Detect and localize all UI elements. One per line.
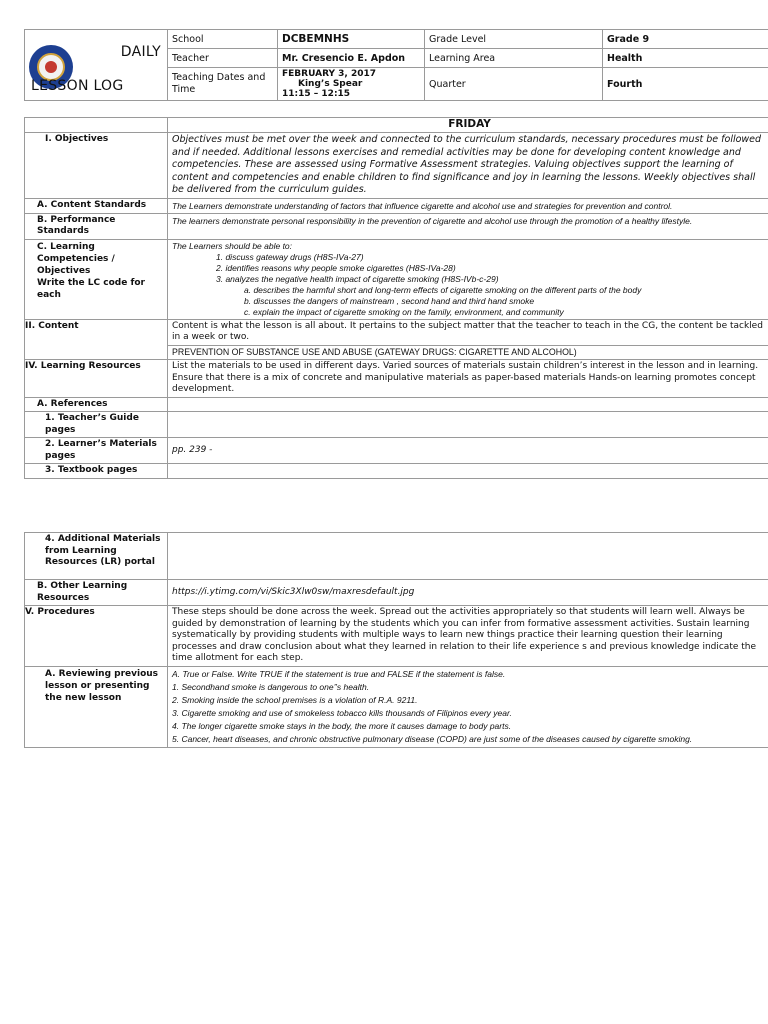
review-line: A. True or False. Write TRUE if the statement is true and FALSE if the statement is false. bbox=[172, 668, 506, 679]
quarter-value: Fourth bbox=[603, 68, 768, 101]
dates-line2: King’s Spear bbox=[298, 79, 363, 89]
competency-subitem: b. discusses the dangers of mainstream , second hand and third hand smoke bbox=[244, 295, 535, 306]
competency-subitem: c. explain the impact of cigarette smoking on the family, environment, and community bbox=[244, 306, 564, 317]
grade-value: Grade 9 bbox=[603, 30, 768, 49]
lesson-table-page1 bbox=[24, 117, 768, 479]
title-daily: DAILY bbox=[120, 44, 161, 60]
performance-standards-label: B. Performance Standards bbox=[25, 213, 168, 239]
dates-value bbox=[278, 68, 425, 101]
header-table bbox=[24, 29, 768, 101]
references-label: A. References bbox=[25, 397, 168, 412]
learners-materials-value: pp. 239 - bbox=[168, 438, 768, 464]
quarter-label: Quarter bbox=[425, 68, 603, 101]
lesson-table-page2 bbox=[24, 532, 768, 748]
competencies-text bbox=[168, 239, 768, 319]
competencies-label-line2: Write the LC code for each bbox=[37, 277, 145, 300]
dates-line3: 11:15 – 12:15 bbox=[282, 89, 351, 99]
additional-materials-value bbox=[168, 533, 768, 580]
review-lesson-text bbox=[168, 666, 768, 747]
content-text: Content is what the lesson is all about. It pertains to the subject matter that the teacher to teach in the CG, the content be tackled in a week or two. bbox=[168, 319, 768, 345]
dates-line1: FEBRUARY 3, 2017 bbox=[282, 69, 377, 79]
review-line: 4. The longer cigarette smoke stays in the body, the more it causes damage to body parts. bbox=[172, 720, 512, 731]
grade-label: Grade Level bbox=[425, 30, 603, 49]
review-line: 1. Secondhand smoke is dangerous to one’’s health. bbox=[172, 681, 370, 692]
competency-item: 1. discuss gateway drugs (H8S-IVa-27) bbox=[216, 251, 364, 262]
review-line: 3. Cigarette smoking and use of smokeless tobacco kills thousands of Filipinos every year. bbox=[172, 707, 512, 718]
competencies-label bbox=[25, 239, 168, 319]
additional-materials-label: 4. Additional Materials from Learning Resources (LR) portal bbox=[25, 533, 168, 580]
objectives-label: I. Objectives bbox=[25, 133, 168, 199]
teacher-label: Teacher bbox=[168, 49, 278, 68]
area-value: Health bbox=[603, 49, 768, 68]
competencies-label-line1: C. Learning Competencies / Objectives bbox=[37, 241, 115, 276]
day-heading: FRIDAY bbox=[168, 118, 768, 133]
resources-text: List the materials to be used in different days. Varied sources of materials sustain children’s interest in the lesson and in learning. Ensure that there is a mix of concrete and manipulative materials as paper-based materials Hands-on learning promotes concept development. bbox=[168, 360, 768, 398]
content-standards-text: The Learners demonstrate understanding of factors that influence cigarette and alcohol use and strategies for prevention and control. bbox=[168, 198, 768, 213]
content-label: II. Content bbox=[25, 319, 168, 360]
dates-label: Teaching Dates and Time bbox=[168, 68, 278, 101]
teachers-guide-label: 1. Teacher’s Guide pages bbox=[25, 412, 168, 438]
teacher-value: Mr. Cresencio E. Apdon bbox=[278, 49, 425, 68]
objectives-text: Objectives must be met over the week and connected to the curriculum standards, necessary procedures must be followed and if needed. Additional lessons exercises and remedial activities may be done for developing content knowledge and competencies. These are assessed using Formative Assessment strategies. Valuing objectives support the learning of content and competencies and enable children to find significance and joy in learning the lessons. Weekly objectives shall be delivered from the curriculum guides. bbox=[168, 133, 768, 199]
content-topic: PREVENTION OF SUBSTANCE USE AND ABUSE (GATEWAY DRUGS: CIGARETTE AND ALCOHOL) bbox=[168, 345, 768, 360]
competencies-intro: The Learners should be able to: bbox=[172, 240, 293, 251]
teachers-guide-value bbox=[168, 412, 768, 438]
resources-label: IV. Learning Resources bbox=[25, 360, 168, 398]
competency-subitem: a. describes the harmful short and long-term effects of cigarette smoking on the different parts of the body bbox=[244, 284, 642, 295]
textbook-label: 3. Textbook pages bbox=[25, 464, 168, 479]
other-resources-link[interactable]: https://i.ytimg.com/vi/Skic3Xlw0sw/maxresdefault.jpg bbox=[168, 580, 768, 606]
review-line: 2. Smoking inside the school premises is a violation of R.A. 9211. bbox=[172, 694, 418, 705]
procedures-text: These steps should be done across the week. Spread out the activities appropriately so that students will learn well. Always be guided by demonstration of learning by the students which you can infer from formative assessment activities. Sustain learning systematically by providing students with multiple ways to learn new things practice their learning question their learning processes and draw conclusion about what they learned in relation to their life experience s and previous knowledge indicate the time allotment for each step. bbox=[168, 606, 768, 667]
other-resources-label: B. Other Learning Resources bbox=[25, 580, 168, 606]
learners-materials-label: 2. Learner’s Materials pages bbox=[25, 438, 168, 464]
content-standards-label: A. Content Standards bbox=[25, 198, 168, 213]
review-lesson-label: A. Reviewing previous lesson or presenting the new lesson bbox=[25, 666, 168, 747]
procedures-label: V. Procedures bbox=[25, 606, 168, 667]
title-cell bbox=[25, 30, 168, 101]
competency-item: 3. analyzes the negative health impact of cigarette smoking (H8S-IVb-c-29) bbox=[216, 273, 499, 284]
school-label: School bbox=[168, 30, 278, 49]
review-line: 5. Cancer, heart diseases, and chronic obstructive pulmonary disease (COPD) are just some of the diseases caused by cigarette smoking. bbox=[172, 733, 693, 744]
title-lesson-log: LESSON LOG bbox=[31, 78, 124, 94]
performance-standards-text: The learners demonstrate personal responsibility in the prevention of cigarette and alcohol use through the promotion of a healthy lifestyle. bbox=[168, 213, 768, 239]
textbook-value bbox=[168, 464, 768, 479]
competency-item: 2. identifies reasons why people smoke cigarettes (H8S-IVa-28) bbox=[216, 262, 456, 273]
school-value: DCBEMNHS bbox=[278, 30, 425, 49]
area-label: Learning Area bbox=[425, 49, 603, 68]
